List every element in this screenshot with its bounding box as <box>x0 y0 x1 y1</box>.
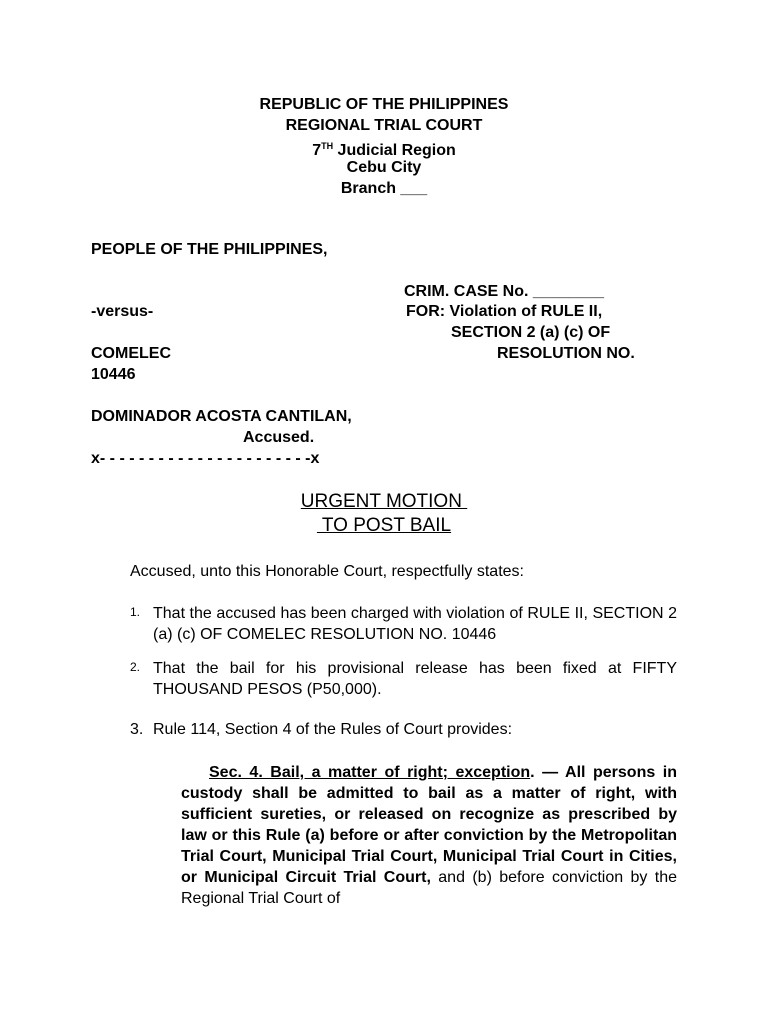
item-1-text: That the accused has been charged with violation of RULE II, SECTION 2 (a) (c) OF COMELEC RESOLUTION NO. 10446 <box>153 605 677 643</box>
header-region-text: Judicial Region <box>333 142 456 159</box>
item-2-text: That the bail for his provisional release has been fixed at FIFTY THOUSAND PESOS (P50,000). <box>153 660 677 698</box>
caption-comelec: COMELEC <box>91 345 171 362</box>
caption-resolution: RESOLUTION NO. <box>497 345 635 362</box>
header-court: REGIONAL TRIAL COURT <box>285 117 483 134</box>
rule-quote-heading: Sec. 4. Bail, a matter of right; exception <box>209 764 531 781</box>
motion-title-line2 <box>0 514 768 538</box>
header-branch: Branch ___ <box>340 180 428 197</box>
item-3-text: Rule 114, Section 4 of the Rules of Court provides: <box>153 721 513 738</box>
rule-quote-text: . — All persons in custody shall be admitted to bail as a matter of right, with sufficient sureties, or released on recognize as prescribed by law or this Rule (a) before or after conviction by the Metropolitan Trial Court, Municipal Trial Court, Municipal Trial Court in Cities, or Municipal Circuit Trial Court, <box>181 764 677 886</box>
body-intro: Accused, unto this Honorable Court, respectfully states: <box>130 563 524 580</box>
rule-quote-continuation: and (b) before conviction by the Regional Trial Court of <box>181 869 678 907</box>
item-3-number: 3. <box>130 721 144 738</box>
motion-title-text2: TO POST BAIL <box>316 515 452 536</box>
item-1-number: 1. <box>130 605 141 619</box>
header-city: Cebu City <box>346 159 422 176</box>
rule-quote <box>181 762 677 909</box>
header-region-number: 7 <box>312 142 322 159</box>
motion-title-line1 <box>0 490 768 514</box>
caption-accused-label: Accused. <box>243 429 315 446</box>
caption-accused-name: DOMINADOR ACOSTA CANTILAN, <box>91 408 352 425</box>
item-2-number: 2. <box>130 660 141 674</box>
header-republic: REPUBLIC OF THE PHILIPPINES <box>259 96 509 113</box>
caption-charge-line2: SECTION 2 (a) (c) OF <box>451 324 611 341</box>
caption-versus: -versus- <box>91 303 154 320</box>
caption-charge-line1: FOR: Violation of RULE II, <box>406 303 603 320</box>
caption-case-number: CRIM. CASE No. ________ <box>404 283 605 300</box>
motion-title-text1: URGENT MOTION <box>300 491 468 512</box>
caption-plaintiff: PEOPLE OF THE PHILIPPINES, <box>91 241 328 258</box>
header-region-suffix: TH <box>321 141 334 151</box>
caption-resolution-number: 10446 <box>91 366 136 383</box>
caption-divider: x- - - - - - - - - - - - - - - - - - - - - -x <box>91 450 320 467</box>
